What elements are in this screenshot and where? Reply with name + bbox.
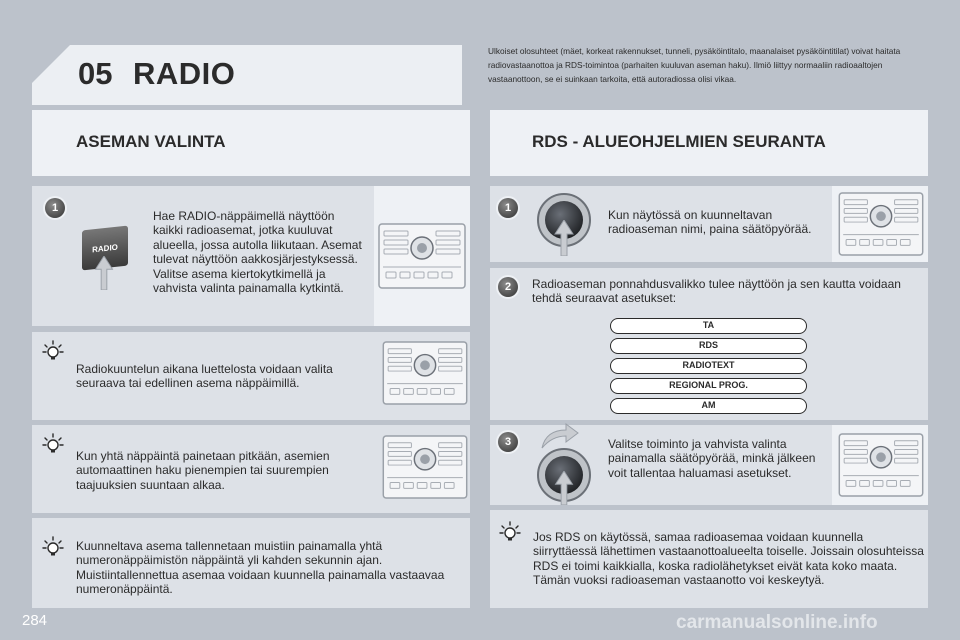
right-tip-panel — [490, 510, 928, 608]
menu-option-am[interactable]: AM — [610, 398, 807, 414]
left-tip-2-text: Kun yhtä näppäintä painetaan pitkään, asemien automaattinen haku pienempien tai suurempien taajuuksien suuntaan alkaa. — [76, 449, 330, 492]
right-step-1-panel — [490, 186, 928, 262]
step-badge-1: 1 — [45, 198, 65, 218]
page-number: 284 — [22, 612, 48, 629]
arrow-up-icon — [94, 256, 114, 290]
menu-option-rds[interactable]: RDS — [610, 338, 807, 354]
bulb-icon — [42, 340, 64, 362]
left-section-title: ASEMAN VALINTA — [76, 132, 226, 151]
rotate-arrow-icon — [538, 422, 580, 450]
left-tip-3-panel — [32, 518, 470, 608]
left-tip-1-text: Radiokuuntelun aikana luettelosta voidaan valita seuraava tai edellinen asema näppäimillä. — [76, 362, 333, 391]
bulb-icon — [42, 433, 64, 455]
radio-unit-icon — [838, 433, 924, 497]
bulb-icon — [42, 536, 64, 558]
right-section-title: RDS - ALUEOHJELMIEN SEURANTA — [532, 132, 826, 151]
intro-note: Ulkoiset olosuhteet (mäet, korkeat rakennukset, tunneli, pysäköintitalo, maanalaiset pysäköintitilat) voivat haitata radiovastaanottoa ja RDS-toimintoa (parhaiten kuuluvan aseman haku). Ilmiö liittyy normaaliin radioaaltojen vastaanottoon, se ei suinkaan tarkoita, että autoradiossa olisi vikaa. — [488, 46, 901, 84]
left-tip-3-text: Kuunneltava asema tallennetaan muistiin painamalla yhtä numeronäppäimistön näppäintä yli kahden sekunnin ajan. Muistiintallennettua asemaa voidaan kuunnella painamalla vastaavaa numeronäppäintä. — [76, 539, 445, 597]
bulb-icon — [499, 521, 521, 543]
right-tip-text: Jos RDS on käytössä, samaa radioasemaa voidaan kuunnella siirryttäessä lähettimen vastaanottoalueelta toiselle. Joissain olosuhteissa RDS ei toimi kaikkialla, koska radiolähetykset eivät kata koko maata. Tämän vuoksi radioaseman vastaanotto voi keskeytyä. — [533, 530, 924, 588]
arrow-up-icon — [554, 471, 574, 505]
left-step-1-panel — [32, 186, 470, 326]
left-tip-2-panel — [32, 425, 470, 513]
right-step-3-text: Valitse toiminto ja vahvista valinta painamalla säätöpyörää, minkä jälkeen voit tallentaa haluamasi asetukset. — [608, 437, 816, 480]
radio-button-label: RADIO — [92, 242, 118, 254]
menu-option-radiotext[interactable]: RADIOTEXT — [610, 358, 807, 374]
menu-option-ta[interactable]: TA — [610, 318, 807, 334]
radio-unit-icon — [838, 192, 924, 256]
radio-unit-icon — [382, 435, 468, 499]
page-title: RADIO — [133, 56, 236, 91]
step-badge-2: 2 — [498, 277, 518, 297]
left-step-1-text: Hae RADIO-näppäimellä näyttöön kaikki radioasemat, jotka kuuluvat alueella, jossa autolla liikutaan. Asemat tulevat näyttöön aakkosjärjestyksessä. Valitse asema kiertokytkimellä ja vahvista valinta painamalla kytkintä. — [153, 209, 362, 296]
right-step-1-text: Kun näytössä on kuunneltavan radioaseman nimi, paina säätöpyörää. — [608, 208, 812, 237]
left-tip-1-panel — [32, 332, 470, 420]
step-badge-3: 3 — [498, 432, 518, 452]
watermark: carmanualsonline.info — [676, 612, 878, 633]
right-step-2-text: Radioaseman ponnahdusvalikko tulee näyttöön ja sen kautta voidaan tehdä seuraavat asetukset: — [532, 277, 901, 306]
chapter-number: 05 — [78, 56, 113, 91]
right-section-header — [490, 110, 928, 176]
menu-option-regional-prog[interactable]: REGIONAL PROG. — [610, 378, 807, 394]
left-section-header — [32, 110, 470, 176]
radio-unit-icon — [378, 223, 466, 289]
radio-unit-icon — [382, 341, 468, 405]
arrow-up-icon — [554, 220, 574, 256]
step-badge-1: 1 — [498, 198, 518, 218]
